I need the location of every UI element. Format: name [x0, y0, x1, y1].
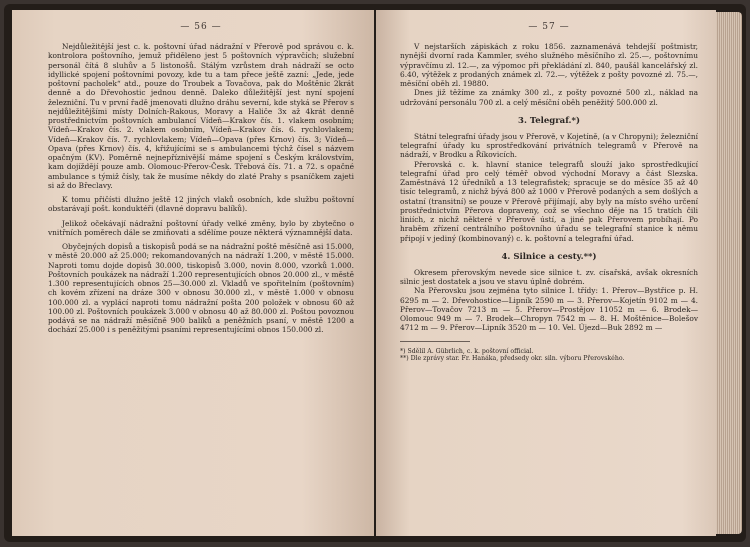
page-number-left: — 56 — — [180, 22, 222, 32]
paragraph: Obyčejných dopisů a tiskopisů podá se na nádražní poště měsíčně asi 15.000, v městě 20.000 až 25.000; rekomandovaných na nádraží 1.200, v městě 15.000. Naproti tomu dojde dopisů 30.000, tiskopisů 3.000, novin 8.000, vzorků 1.000. Poštovních poukázek na nádraží 1.200 representujících obnos 20.000 zl., v městě 1.300 representujících obnos 25—30.000 zl. Vkladů ve spořitelním (poštovním) ch kovém zřízení na dráze 300 v obnosu 30.000 zl., v městě 1.000 v obnosu 100.000 zl. a vyplácí naproti tomu nádražní pošta 200 položek v obnosu 60 až 100.00 zl. Poštovních poukázek 3.000 v obnosu 40 až 80.000 zl. Poštou povoznou podává se na nádraží měsíčně 900 balíků a peněžních psaní, v městě 1200 a dochází 25.000 i s peněžitými psaními representujícími obnos 150.000 zl. — [48, 242, 354, 335]
paragraph: Okresem přerovským nevede sice silnice t. zv. císařská, avšak okresních silnic jest dostatek a jsou ve stavu úplně dobrém. — [400, 267, 698, 286]
paragraph: Dnes již těžíme za známky 300 zl., z pošty povozné 500 zl., náklad na udržování personálu 700 zl. a celý měsíční oběh peněžitý 500.000 zl. — [400, 88, 698, 107]
paragraph: Na Přerovsku jsou zejména tyto silnice I. třídy: 1. Přerov—Bystřice p. H. 6295 m — 2. Dřevohostice—Lipník 2590 m — 3. Přerov—Kojetín 9102 m — 4. Přerov—Tovačov 7213 m — 5. Přerov—Prostějov 11052 m — 6. Brodek—Olomouc 949 m — 7. Brodek—Chropyn 7542 m — 8. H. Moštěnice—Bolešov 4712 m — 9. Přerov—Lipník 3520 m — 10. Vel. Újezd—Buk 2892 m — — [400, 286, 698, 333]
paragraph: Státní telegrafní úřady jsou v Přerově, v Kojetíně, (a v Chropyni); železniční telegrafní úřady ku sprostředkování privátních telegramů v Přerově na nádraží, v Brodku a Říkovicích. — [400, 131, 698, 160]
book-spread — [4, 4, 746, 542]
paragraph: Nejdůležitější jest c. k. poštovní úřad nádražní v Přerově pod správou c. k. kontrolora poštovního, jemuž přiděleno jest 5 poštovních výpravčích; služební personál čítá 8 sluhův a 5 listonošů. Stálým vzrůstem drah nádraží se octo idyllické spojení poštovními povozy, kde tu a tam přece ještě zazní: „Jede, jede poštovní pacholek“ atd., pouze do Troubek a Tovačova, pak do Moštěnic 2krát denně a do Dřevohostic jednou denně. Daleko důležitější jest nyní spojení železniční. Tu v první řadě jmenovati dlužno dráhu severní, kde styká se Přerov s nejdůležitějšími místy Dolních-Rakous, Moravy a Haliče 3x až 4krát denně prostřednictvím poštovních ambulancí Vídeň—Krakov čís. 1. vlakem osobním; Vídeň—Krakov čís. 2. vlakem osobním, Vídeň—Krakov čís. 6. rychlovlakem; Vídeň—Krakov čís. 7. rychlovlakem; Vídeň—Opava (přes Krnov) čís. 3; Vídeň—Opava (přes Krnov) čís. 4, křižujícími se s ambulancemi týchž čísel s názvem opačným (KV). Poměrně nejnepříznivější máme spojení s Českým královstvím, kam dojíždějí pouze amb. Olomouc-Přerov-Česk. Třebová čís. 71. a 72. s opačné ambulance s týmiž čísly, tak že musíme někdy do zlaté Prahy s psaníčkem zajeti si až do Břeclavy. — [48, 42, 354, 190]
section-heading: 4. Silnice a cesty.**) — [501, 251, 597, 262]
right-page — [376, 10, 716, 536]
page-edges — [716, 12, 742, 534]
footnote: *) Sdělil A. Gübrlich, c. k. poštovní official. — [400, 347, 534, 355]
paragraph: V nejstarších zápiskách z roku 1856. zaznamenává tehdejší poštmistr, nynější dvorní rada Kammler, svého služného měsíčního zl. 25.—, poštovnímu výpravčímu zl. 12.—, za výpomoc při překládání zl. 840, paušál kancelářský zl. 6.40, výtěžek z prodaných známek zl. 72.—, výtěžek z pošty povozné zl. 75.—, měsíční oběh zl. 19880. — [400, 42, 698, 88]
left-page — [12, 10, 374, 536]
footnote: **) Dle zprávy star. Fr. Hanáka, předsedy okr. siln. výboru Přerovského. — [400, 355, 625, 363]
page-number-right: — 57 — — [528, 22, 570, 32]
paragraph: Jelikož očekávají nádražní poštovní úřady velké změny, bylo by zbytečno o vnitřních poměrech dále se zmiňovati a sdělíme pouze některá významnější data. — [48, 218, 354, 237]
section-heading: 3. Telegraf.*) — [518, 115, 580, 126]
footnote-divider — [400, 341, 470, 342]
paragraph: Přerovská c. k. hlavní stanice telegrafů slouží jako sprostředkující telegrafní úřad pro celý téměř obvod východní Moravy a část Slezska. Zaměstnává 12 úředníků a 13 telegrafistek; spracuje se do měsíce 35 až 40 tisíc telegramů, z nichž bývá 800 až 1000 v Přerově podaných a sem došlých a ostatní (transitní) se pouze v Přerově přijímají, aby byly na místo svého určení prostřednictvím Přerova dopraveny, což se všechno děje na 15 tratích čili liniích, z nichž některé v Přerově ústí, a jiné pak Přerovem probíhají. Po hraběm zřízení centrálního poštovního úřadu se telegrafní stanice k němu připojí v jediný (kombinovaný) c. k. poštovní a telegrafní úřad. — [400, 159, 698, 243]
paragraph: K tomu přičísti dlužno ještě 12 jiných vlaků osobních, kde službu poštovní obstarávají pošt. konduktéři (dlavné dopravu balíků). — [48, 195, 354, 214]
